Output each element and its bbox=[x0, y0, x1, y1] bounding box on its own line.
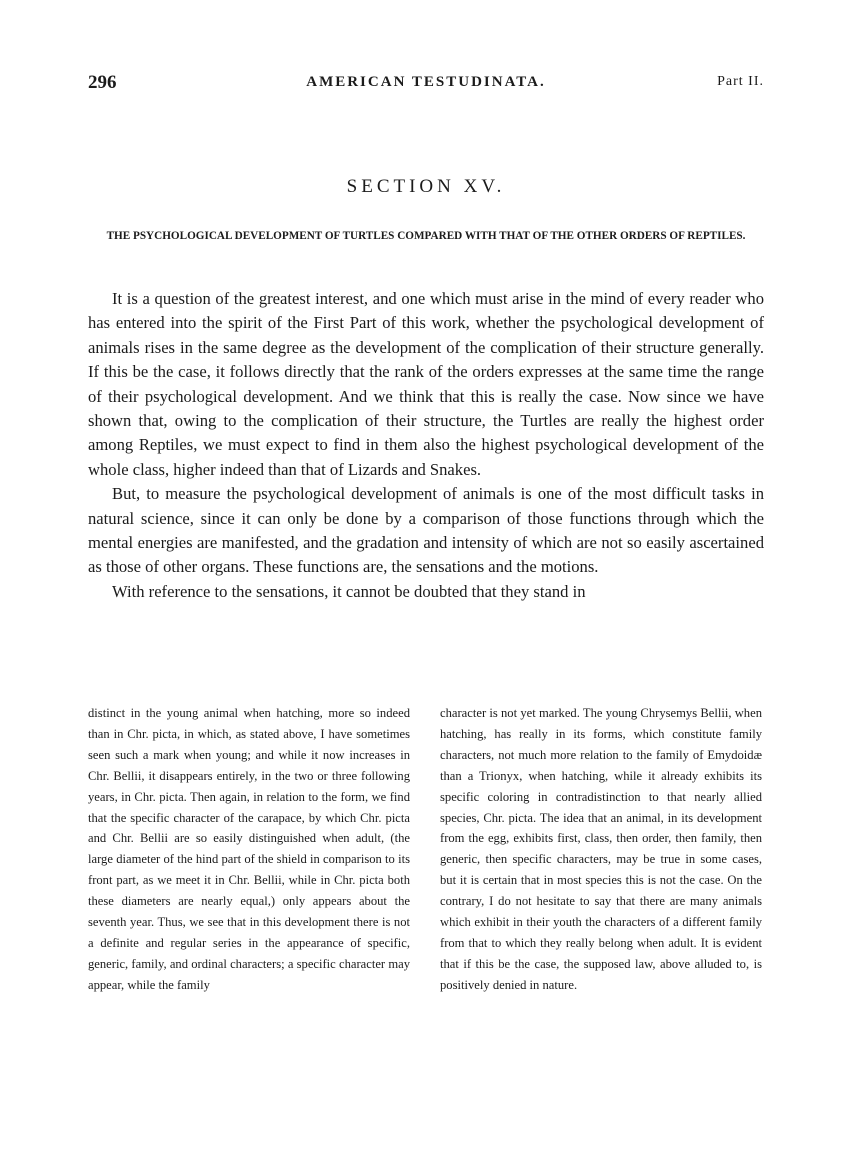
footnote-column-right bbox=[440, 703, 762, 996]
section-heading: SECTION XV. bbox=[346, 176, 506, 197]
footnote-text: distinct in the young animal when hatching, more so indeed than in Chr. picta, in which, as stated above, I have sometimes seen such a mark when young; and while it now increases in Chr. Bellii, it disappears entirely, in the two or three following years, in Chr. picta. Then again, in relation to the form, we find that the specific character of the carapace, by which Chr. picta and Chr. Bellii are so easily distinguished when adult, (the large diameter of the hind part of the shield in comparison to its front part, as we meet it in Chr. Bellii, while in Chr. picta both these diameters are nearly equal,) only appears about the seventh year. Thus, we see that in this development there is not a definite and regular series in the appearance of specific, generic, family, and ordinal characters; a specific character may appear, while the family bbox=[88, 706, 410, 992]
page-header bbox=[88, 72, 764, 98]
footnote-column-left bbox=[88, 703, 410, 996]
page-number: 296 bbox=[88, 72, 117, 93]
paragraph: It is a question of the greatest interest, and one which must arise in the mind of every reader who has entered into the spirit of the First Part of this work, whether the psychological development of animals rises in the same degree as the development of the complication of their structure generally. If this be the case, it follows directly that the rank of the orders expresses at the same time the range of their psychological development. And we think that this is really the case. Now since we have shown that, owing to the complication of their structure, the Turtles are really the highest order among Reptiles, we must expect to find in them also the highest psychological development of the whole class, higher indeed than that of Lizards and Snakes. bbox=[88, 289, 764, 479]
footnote-text: character is not yet marked. The young Chrysemys Bellii, when hatching, has really in its forms, which constitute family characters, not much more relation to the family of Emydoidæ than a Trionyx, when hatching, while it already exhibits its specific coloring in contradistinction to that nearly allied species, Chr. picta. The idea that an animal, in its development from the egg, exhibits first, class, then order, then family, then generic, then specific characters, may be true in some cases, but it is certain that in most species this is not the case. On the contrary, I do not hesitate to say that there are many animals which exhibit in their youth the characters of a different family from that to which they really belong when adult. It is evident that if this be the case, the supposed law, above alluded to, is positively denied in nature. bbox=[440, 706, 762, 992]
paragraph: With reference to the sensations, it cannot be doubted that they stand in bbox=[112, 581, 586, 601]
running-title: AMERICAN TESTUDINATA. bbox=[306, 74, 546, 90]
section-subtitle: THE PSYCHOLOGICAL DEVELOPMENT OF TURTLES COMPARED WITH THAT OF THE OTHER ORDERS OF REPTILES. bbox=[106, 230, 746, 242]
body-text bbox=[88, 287, 764, 604]
part-label: Part II. bbox=[717, 74, 764, 89]
paragraph: But, to measure the psychological development of animals is one of the most difficult tasks in natural science, since it can only be done by a comparison of those functions through which the mental energies are manifested, and the gradation and intensity of which are not so easily ascertained as those of other organs. These functions are, the sensations and the motions. bbox=[88, 484, 764, 577]
